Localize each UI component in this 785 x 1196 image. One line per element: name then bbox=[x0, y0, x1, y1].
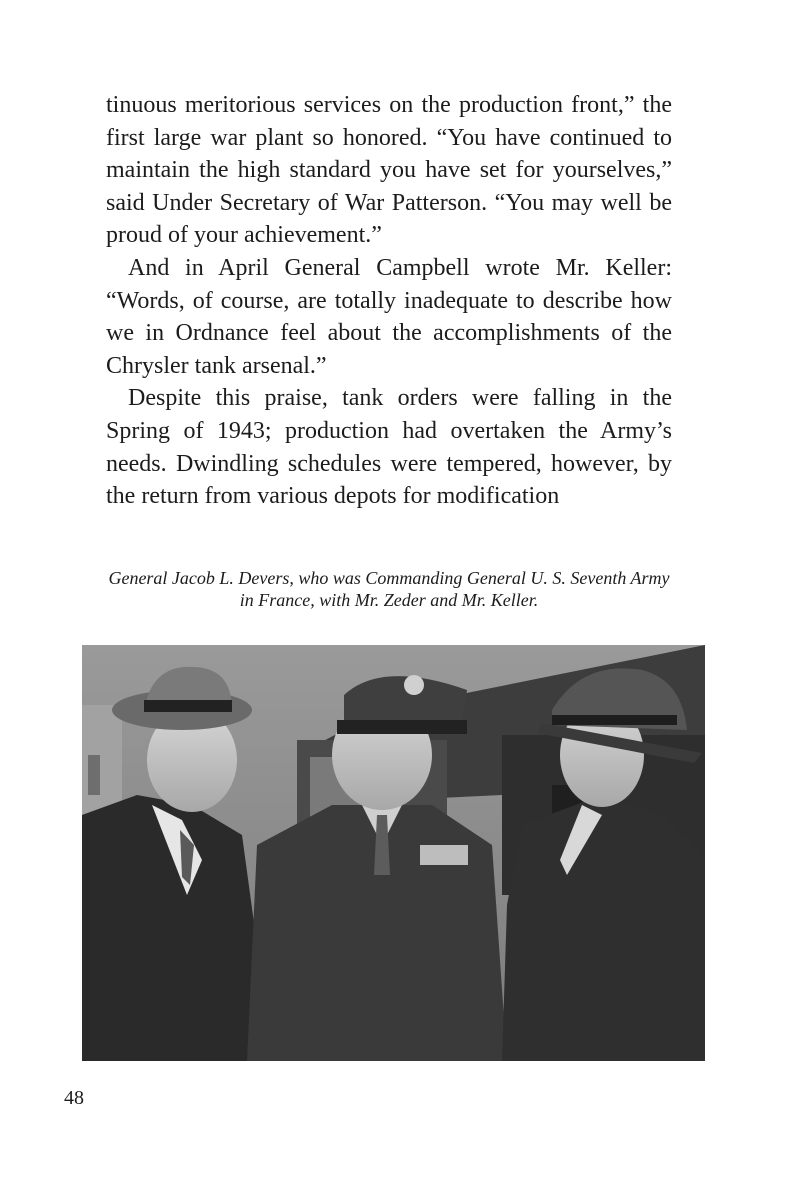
paragraph-1: tinuous meritorious services on the production front,” the first large war plant so honored. “You have continued to maintain the high standard you have set for yourselves,” said Under Secretary of War Patterson. “You may well be proud of your achievement.” bbox=[106, 92, 672, 249]
paragraph-3: Despite this praise, tank orders were falling in the Spring of 1943; production had overtaken the Army’s needs. Dwindling schedules were tempered, however, by the return from various depots for modification bbox=[106, 385, 672, 510]
paragraph-2: And in April General Campbell wrote Mr. Keller: “Words, of course, are totally inadequate to describe how we in Ordnance feel about the accomplishments of the Chrysler tank arsenal.” bbox=[106, 254, 672, 379]
photo-illustration bbox=[82, 645, 705, 1061]
page-number: 48 bbox=[64, 1087, 84, 1109]
body-text bbox=[106, 89, 672, 513]
photograph bbox=[82, 645, 705, 1061]
photo-caption: General Jacob L. Devers, who was Commanding General U. S. Seventh Army in France, with Mr. Zeder and Mr. Keller. bbox=[108, 568, 670, 610]
